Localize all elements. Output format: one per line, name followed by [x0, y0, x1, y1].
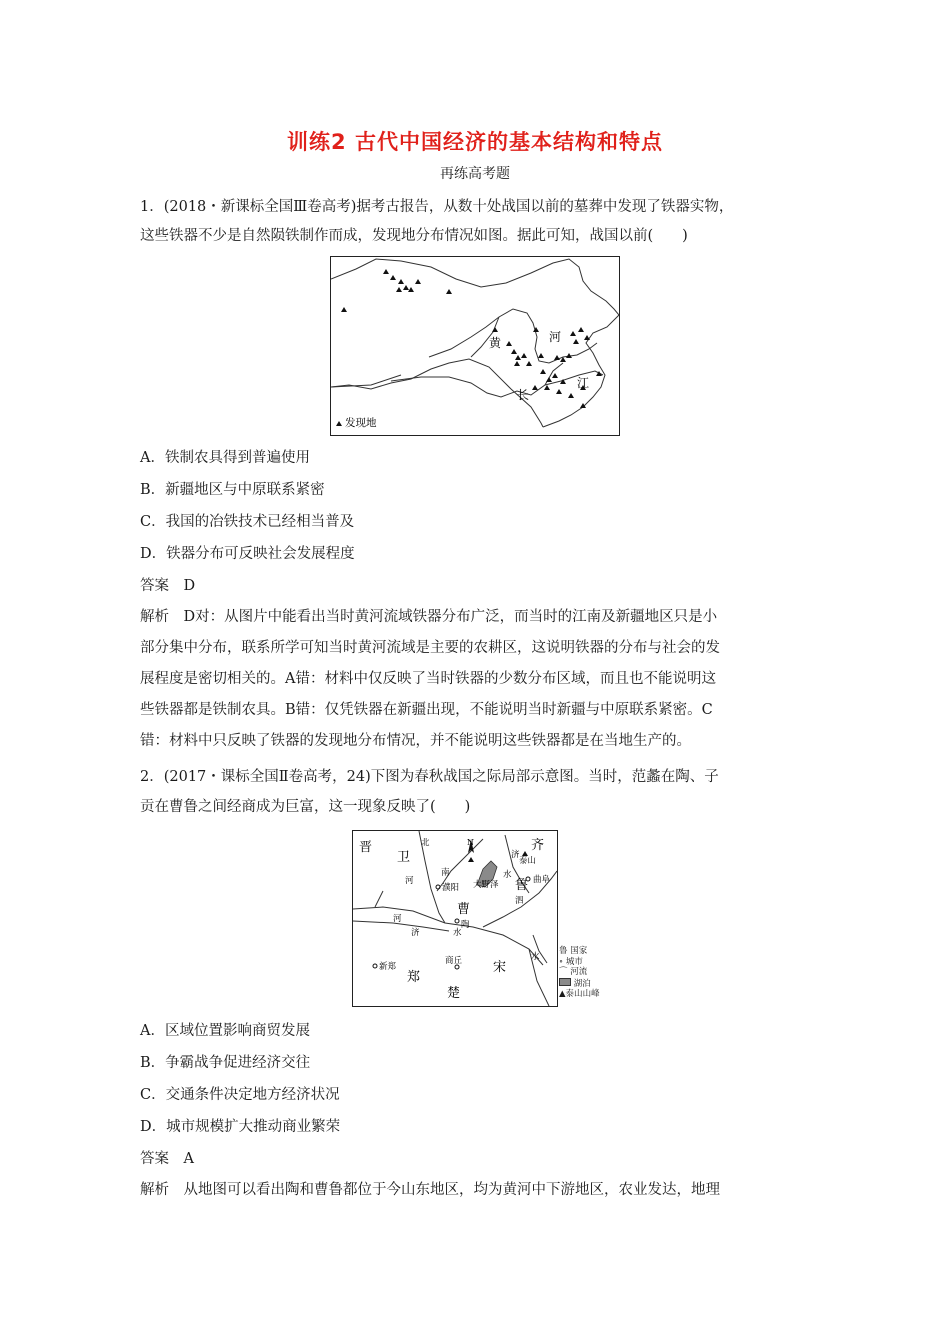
- q2-label-cao: 曹: [457, 902, 471, 917]
- q2-legend-city: 城市: [565, 956, 583, 967]
- q1-legend-marker-icon: [336, 421, 342, 426]
- q2-label-dayeze: 大野泽: [473, 880, 499, 890]
- q2-label-chu: 楚: [447, 986, 461, 1001]
- q2-option-b: B．争霸战争促进经济交往: [140, 1055, 311, 1071]
- q2-river-label-shui1: 水: [503, 870, 512, 880]
- q1-analysis-line4: 些铁器都是铁制农具。B错：仅凭铁器在新疆出现，不能说明当时新疆与中原联系紧密。C: [140, 702, 713, 718]
- q2-label-puyang: 濮阳: [442, 883, 460, 893]
- q2-river-label-ji1: 济: [511, 850, 520, 860]
- page-title: 训练2 古代中国经济的基本结构和特点: [287, 130, 663, 154]
- q2-river-label-he1: 河: [405, 876, 414, 886]
- q2-north-arrow-icon: [468, 857, 474, 862]
- q2-option-d: D．城市规模扩大推动商业繁荣: [140, 1119, 341, 1135]
- section-subtitle: 再练高考题: [440, 166, 510, 182]
- q2-river-label-shui2: 水: [453, 928, 462, 938]
- q1-map-graphic: [331, 257, 619, 435]
- q2-label-tao: 陶: [461, 920, 470, 930]
- q2-legend-state: 国家: [570, 946, 588, 956]
- q2-label-jin: 晋: [359, 840, 373, 855]
- q2-stem-line2: 贡在曹鲁之间经商成为巨富，这一现象反映了( ): [140, 799, 471, 815]
- q2-map-graphic: [353, 831, 557, 1006]
- q2-answer: 答案 A: [140, 1151, 194, 1167]
- q1-option-d: D．铁器分布可反映社会发展程度: [140, 546, 355, 562]
- q2-legend-mountain: 泰山: [565, 989, 583, 999]
- q1-label-chang: 长: [517, 388, 530, 402]
- q1-analysis-line1: 解析 D对：从图片中能看出当时黄河流域铁器分布广泛，而当时的江南及新疆地区只是小: [140, 609, 718, 625]
- q2-legend-mountain-icon: ▲: [559, 989, 566, 999]
- q2-legend-city-icon: ∘: [559, 956, 564, 967]
- q2-label-taishan: 泰山: [519, 856, 537, 866]
- q2-label-lu: 鲁: [515, 878, 529, 893]
- q2-label-xinzheng: 新郑: [379, 962, 397, 972]
- q2-north-label: N: [467, 838, 474, 847]
- q2-option-a: A．区域位置影响商贸发展: [140, 1023, 310, 1039]
- q2-legend-river: 河流: [570, 967, 588, 977]
- q2-city-xinzheng-marker: [373, 964, 377, 968]
- q1-label-he: 河: [549, 330, 562, 344]
- q2-city-tao-marker: [455, 919, 459, 923]
- q1-analysis-line5: 错：材料中只反映了铁器的发现地分布情况，并不能说明这些铁器都是在当地生产的。: [140, 733, 691, 749]
- q1-option-c: C．我国的冶铁技术已经相当普及: [140, 514, 355, 530]
- q1-label-huang: 黄: [489, 336, 502, 350]
- q2-label-song: 宋: [493, 960, 507, 975]
- q1-answer: 答案 D: [140, 578, 196, 594]
- q1-analysis-line3: 展程度是密切相关的。A错：材料中仅反映了当时铁器的少数分布区域，而且也不能说明这: [140, 671, 716, 687]
- q2-legend-river-icon: ⌒: [559, 967, 568, 977]
- q2-map-legend: [559, 946, 609, 1008]
- q2-river-label-nan: 南: [441, 868, 450, 878]
- q2-label-qufu: 曲阜: [533, 875, 551, 885]
- q2-label-wei: 卫: [397, 850, 411, 865]
- q1-analysis-line2: 部分集中分布，联系所学可知当时黄河流域是主要的农耕区，这说明铁器的分布与社会的发: [140, 640, 720, 656]
- q1-stem-line1: 1．(2018・新课标全国Ⅲ卷高考)据考古报告，从数十处战国以前的墓葬中发现了铁器实物，: [140, 199, 734, 215]
- q1-legend-label: 发现地: [345, 417, 377, 429]
- q2-legend-lake: 湖泊: [573, 978, 591, 989]
- q1-option-a: A．铁制农具得到普遍使用: [140, 450, 310, 466]
- q2-label-shangqiu: 商丘: [445, 956, 463, 966]
- q2-river-label-bei: 北: [421, 838, 430, 848]
- q2-legend-lu: 鲁: [559, 946, 568, 956]
- q2-stem-line1: 2．(2017・课标全国Ⅱ卷高考，24)下图为春秋战国之际局部示意图。当时，范蠡在陶、子: [140, 769, 719, 785]
- q2-spring-autumn-map: [352, 830, 558, 1007]
- q2-label-qi: 齐: [531, 838, 545, 853]
- q1-label-jiang: 江: [577, 376, 590, 390]
- q2-river-label-shui3: 水: [531, 952, 540, 962]
- q1-find-markers: [341, 269, 602, 408]
- q2-river-label-ji2: 济: [411, 928, 420, 938]
- q2-option-c: C．交通条件决定地方经济状况: [140, 1087, 340, 1103]
- q2-analysis-line1: 解析 从地图可以看出陶和曹鲁都位于今山东地区，均为黄河中下游地区，农业发达，地理: [140, 1182, 720, 1198]
- q1-iron-finds-map: [330, 256, 620, 436]
- q2-legend-mountain2: 山峰: [582, 989, 600, 999]
- q1-stem-line2: 这些铁器不少是自然陨铁制作而成，发现地分布情况如图。据此可知，战国以前( ): [140, 228, 688, 244]
- q2-river-label-si: 泗: [515, 896, 524, 906]
- q2-label-zheng: 郑: [407, 970, 421, 985]
- q2-legend-lake-icon: [559, 978, 571, 986]
- q1-option-b: B．新疆地区与中原联系紧密: [140, 482, 325, 498]
- q2-river-label-he2: 河: [393, 914, 402, 924]
